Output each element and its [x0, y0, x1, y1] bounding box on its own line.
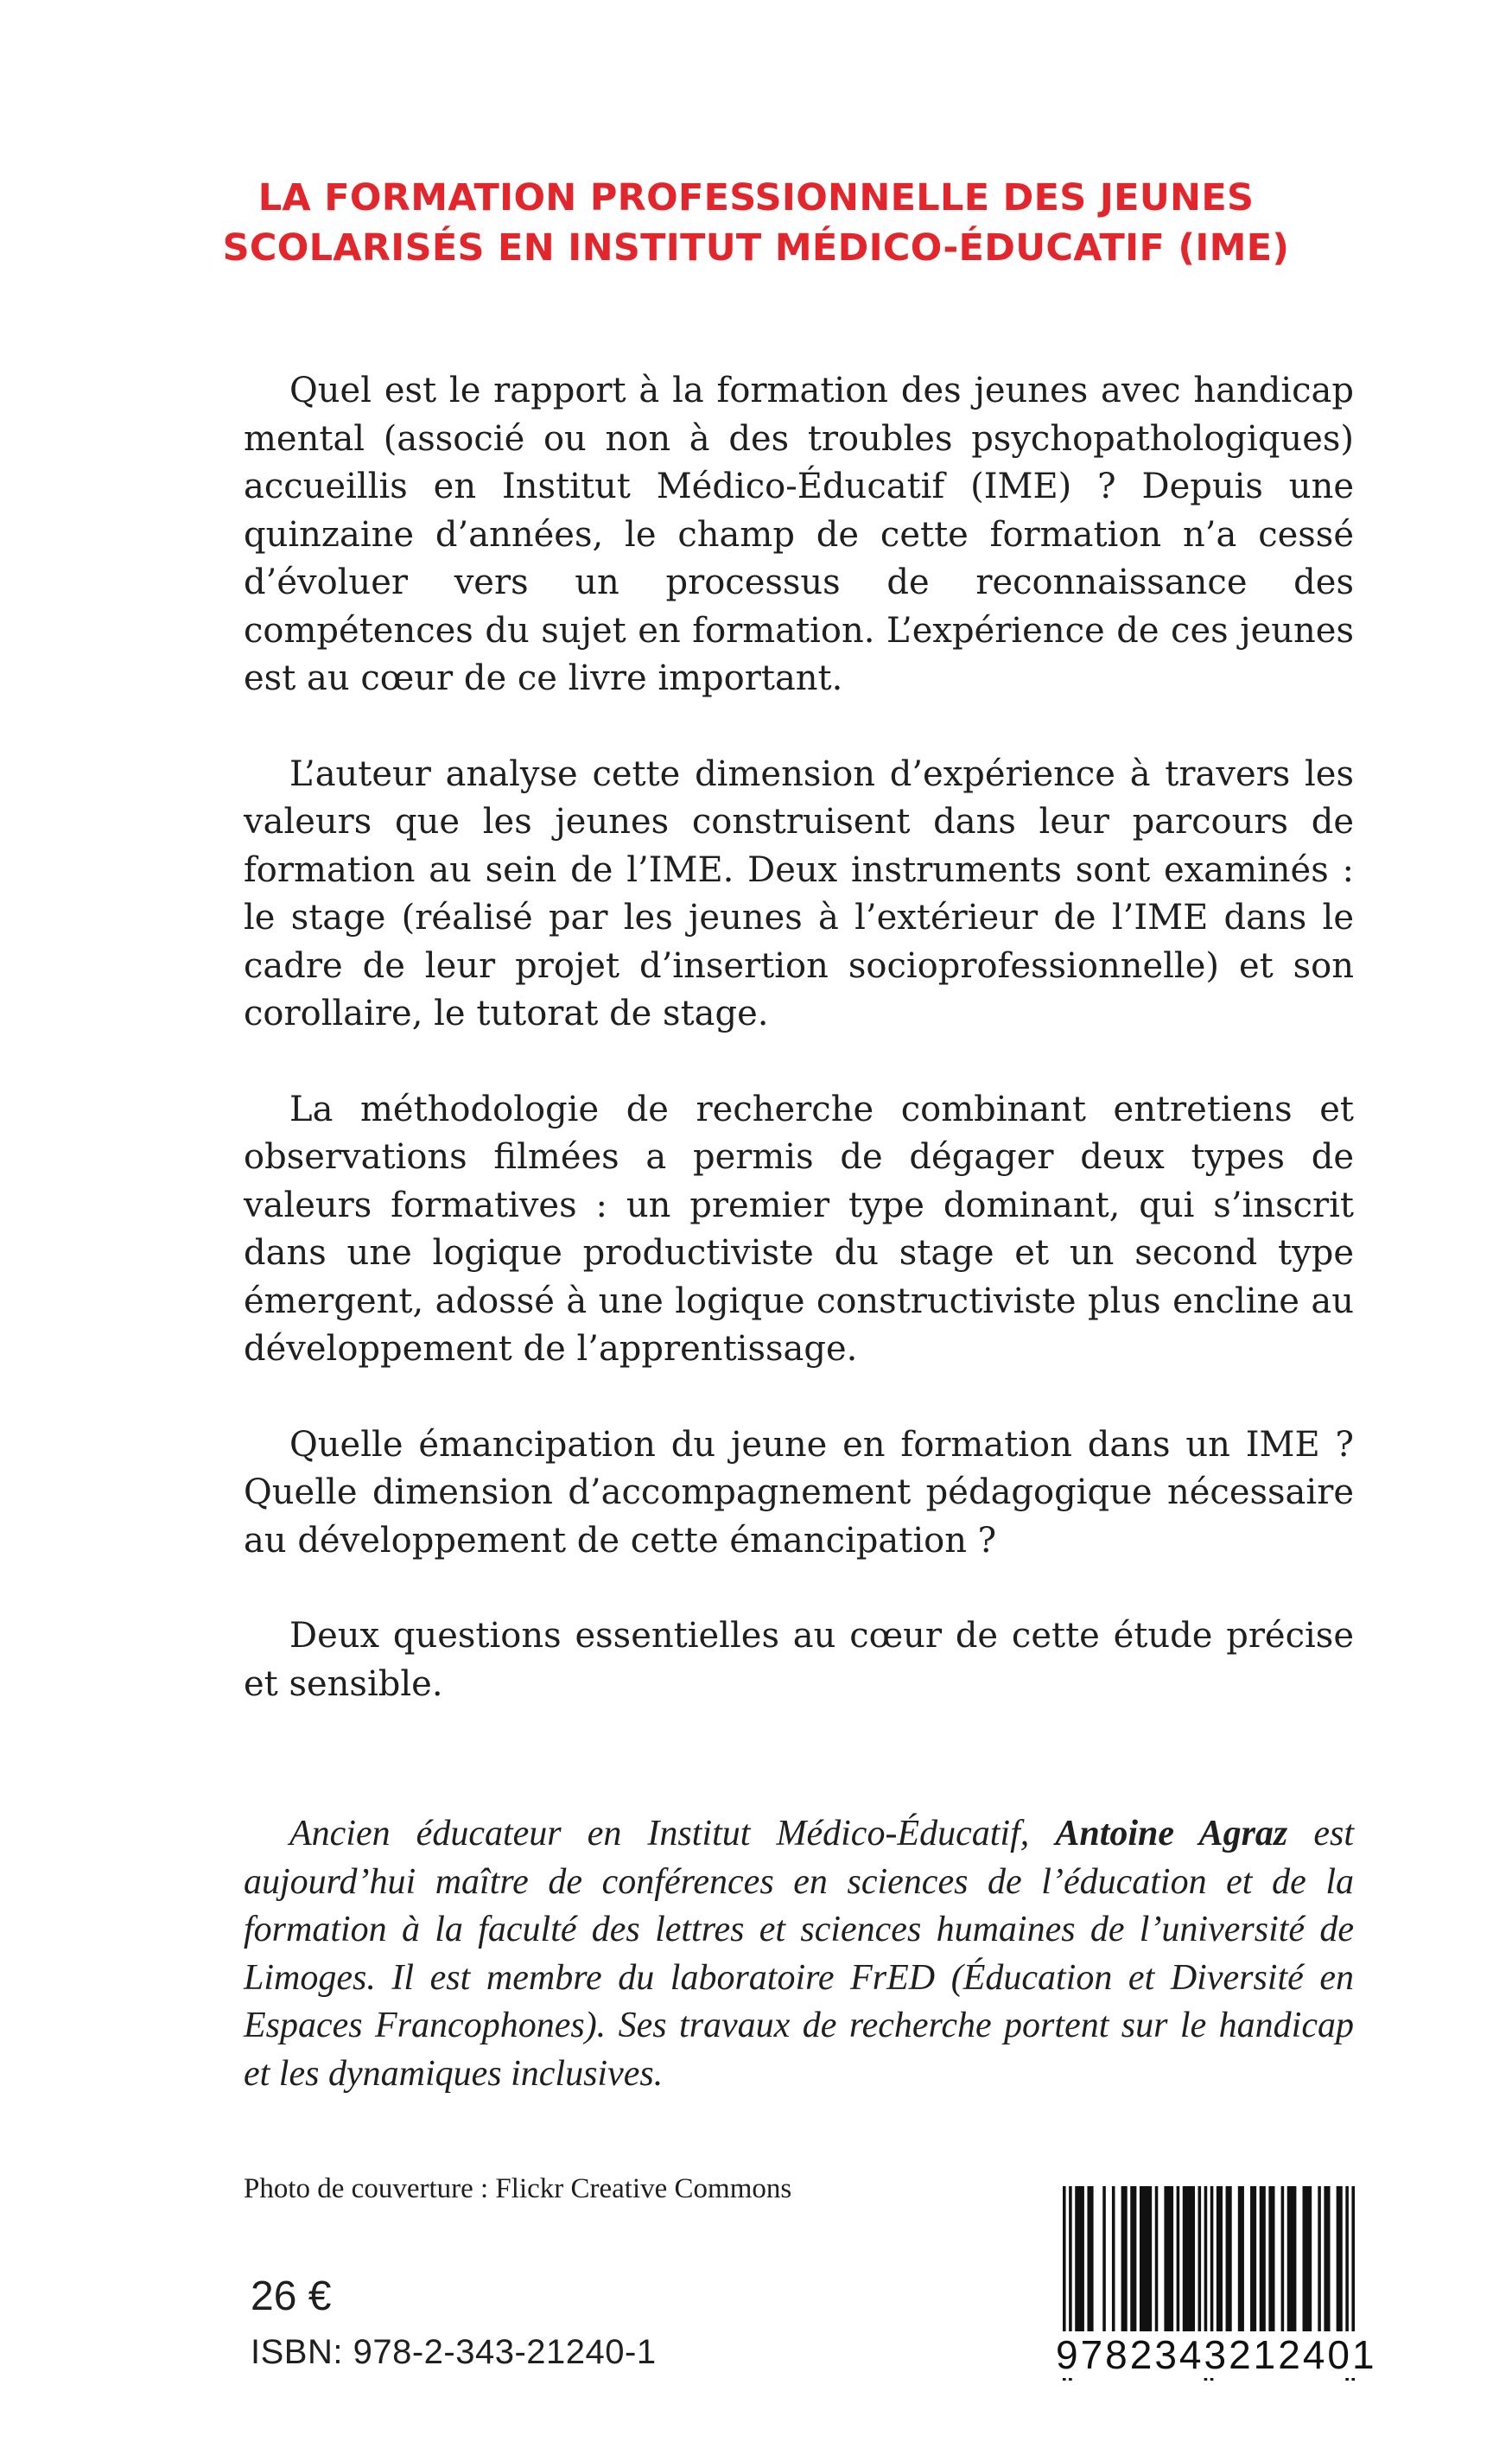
barcode-bar — [1260, 2186, 1266, 2331]
blurb-paragraph-3: La méthodologie de recherche combinant entretiens et observations filmées a permis de dégager deux types de valeurs formatives : un premier type dominant, qui s’inscrit dans une logique productiviste du stage et un second type émergent, adossé à une logique constructiviste plus encline au développement de l’apprentissage. — [244, 1089, 1354, 1369]
barcode-bar — [1102, 2186, 1106, 2331]
author-bio-intro: Ancien éducateur en Institut Médico-Éducatif, — [289, 1814, 1056, 1853]
barcode-bar — [1281, 2186, 1285, 2331]
barcode-bar — [1287, 2186, 1297, 2331]
barcode-bar — [1087, 2186, 1093, 2331]
blurb-paragraph-2: L’auteur analyse cette dimension d’expérience à travers les valeurs que les jeunes construisent dans leur parcours de formation au sein de l’IME. Deux instruments sont examinés : le stage (réalisé par les jeunes à l’extérieur de l’IME dans le cadre de leur projet d’insertion socioprofessionnelle) et son corollaire, le tutorat de stage. — [244, 753, 1354, 1033]
barcode-bar — [1226, 2186, 1232, 2331]
barcode-bar — [1177, 2186, 1180, 2331]
barcode-bar — [1198, 2186, 1202, 2331]
barcode-bar — [1268, 2186, 1274, 2331]
barcode-bar — [1183, 2186, 1195, 2331]
barcode-bar — [1155, 2186, 1159, 2331]
book-title — [216, 173, 1296, 273]
barcode-bar — [1164, 2186, 1173, 2331]
barcode-bar — [1075, 2186, 1084, 2331]
isbn: ISBN: 978-2-343-21240-1 — [251, 2333, 657, 2371]
barcode-bar — [1303, 2186, 1312, 2331]
barcode-digits: 9782343212401 — [1056, 2332, 1377, 2377]
photo-credit: Photo de couverture : Flickr Creative Commons — [244, 2173, 792, 2204]
blurb — [244, 367, 1354, 1756]
blurb-paragraph-4: Quelle émancipation du jeune en formation dans un IME ? Quelle dimension d’accompagnement pédagogique nécessaire au développement de cette émancipation ? — [244, 1424, 1354, 1561]
barcode-bar — [1318, 2186, 1321, 2331]
book-title-line-2: SCOLARISÉS EN INSTITUT MÉDICO-ÉDUCATIF (IME) — [222, 226, 1290, 270]
blurb-paragraph-5: Deux questions essentielles au cœur de cette étude précise et sensible. — [244, 1616, 1354, 1704]
author-bio-text: est aujourd’hui maître de conférences en sciences de l’éducation et de la formation à la faculté des lettres et sciences humaines de l’université de Limoges. Il est membre du laboratoire FrED (Éducation et Diversité en Espaces Francophones). Ses travaux de recherche portent sur le handicap et les dynamiques inclusives. — [244, 1814, 1354, 2094]
barcode-bar — [1130, 2186, 1136, 2331]
blurb-paragraph-1: Quel est le rapport à la formation des jeunes avec handicap mental (associé ou non à des troubles psychopathologiques) accueillis en Institut Médico-Éducatif (IME) ? Depuis une quinzaine d’années, le champ de cette formation n’a cessé d’évoluer vers un processus de reconnaissance des compétences du sujet en formation. L’expérience de ces jeunes est au cœur de ce livre important. — [244, 371, 1354, 698]
barcode-bar — [1250, 2186, 1256, 2331]
book-title-line-1: LA FORMATION PROFESSIONNELLE DES JEUNES — [257, 176, 1255, 219]
author-bio — [244, 1810, 1354, 2098]
barcode-bar — [1217, 2186, 1223, 2331]
barcode-bar — [1238, 2186, 1244, 2331]
barcode-bar — [1112, 2186, 1115, 2331]
barcode-bar — [1121, 2186, 1128, 2331]
author-name: Antoine Agraz — [1055, 1814, 1288, 1853]
price: 26 € — [251, 2273, 332, 2319]
barcode-bar — [1324, 2186, 1330, 2331]
barcode-bar — [1337, 2186, 1343, 2331]
barcode-bar — [1140, 2186, 1152, 2331]
